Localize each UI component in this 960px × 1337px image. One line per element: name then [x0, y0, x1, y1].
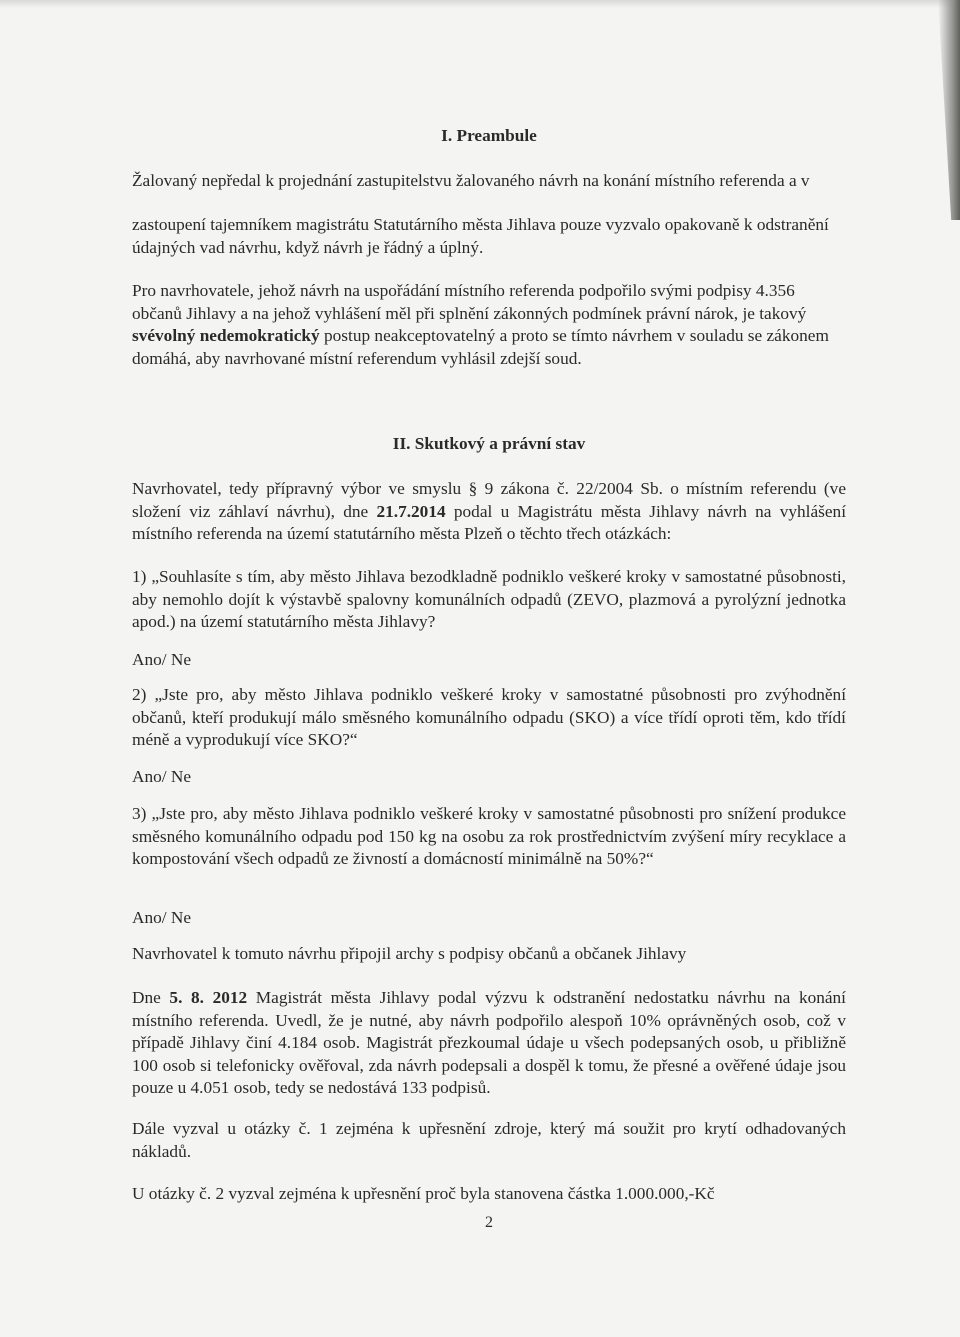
- question-2: 2) „Jste pro, aby město Jihlava podniklo veškeré kroky v samostatné působnosti pro zvýhodnění občanů, kteří produkují málo směsného komunálního odpadu (SKO) a více třídí oproti těm, kdo třídí méně a vyprodukují více SKO?“: [132, 685, 846, 749]
- preamble-heading: I. Preambule: [441, 126, 537, 145]
- paragraph-u-otazky: U otázky č. 2 vyzval zejména k upřesnění proč byla stanovena částka 1.000.000,-Kč: [132, 1184, 715, 1203]
- section-2-intro: Navrhovatel, tedy přípravný výbor ve smyslu § 9 zákona č. 22/2004 Sb. o místním referendu (ve složení viz záhlaví návrhu), dne 21.7.2014 podal u Magistrátu města Jihlavy návrh na vyhlášení místního referenda na území statutárního města Plzeň o těchto třech otázkách:: [132, 479, 846, 543]
- proposal-date: 21.7.2014: [376, 501, 446, 521]
- attachment-note: Navrhovatel k tomuto návrhu připojil archy s podpisy občanů a občanek Jihlavy: [132, 944, 687, 963]
- paragraph-dale: Dále vyzval u otázky č. 1 zejména k upřesnění zdroje, který má soužit pro krytí odhadovaných nákladů.: [132, 1119, 846, 1161]
- question-1: 1) „Souhlasíte s tím, aby město Jihlava bezodkladně podniklo veškeré kroky v samostatné působnosti, aby nemohlo dojít k výstavbě spalovny komunálních odpadů (ZEVO, plazmová a pyrolýzní jednotka apod.) na území statutárního města Jihlavy?: [132, 567, 846, 631]
- preamble-paragraph-2: Pro navrhovatele, jehož návrh na uspořádání místního referenda podpořilo svými podpisy 4.356 občanů Jihlavy a na jehož vyhlášení měl při splnění zákonných podmínek právní nárok, je takový svévolný nedemokratický postup neakceptovatelný a proto se tímto návrhem v souladu se zákonem domáhá, aby navrhované místní referendum vyhlásil zdejší soud.: [132, 281, 829, 368]
- preamble-paragraph-1-line-2: zastoupení tajemníkem magistrátu Statutárního města Jihlava pouze vyzvalo opakovaně k odstranění údajných vad návrhu, když návrh je řádný a úplný.: [132, 215, 829, 257]
- paragraph-dne: Dne 5. 8. 2012 Magistrát města Jihlavy podal výzvu k odstranění nedostatku návrhu na konání místního referenda. Uvedl, že je nutné, aby návrh podpořilo alespoň 10% oprávněných osob, což v případě Jihlavy činí 4.184 osob. Magistrát přezkoumal údaje u všech podepsaných osob, u přibližně 100 osob si telefonicky ověřoval, zda návrh podepsali a dospěl k tomu, že přesné a ověřené údaje jsou pouze u 4.051 osob, tedy se nedostává 133 podpisů.: [132, 988, 846, 1097]
- scan-edge-right: [938, 0, 960, 220]
- preamble-paragraph-1-line-1: Žalovaný nepředal k projednání zastupitelstvu žalovaného návrh na konání místního referenda a v: [132, 171, 810, 190]
- emphasis-text: svévolný nedemokratický: [132, 326, 320, 345]
- answer-2: Ano/ Ne: [132, 767, 192, 786]
- answer-3: Ano/ Ne: [132, 908, 192, 927]
- question-3: 3) „Jste pro, aby město Jihlava podniklo veškeré kroky v samostatné působnosti pro snížení produkce směsného komunálního odpadu pod 150 kg na osobu za rok prostřednictvím zvýšení míry recyklace a kompostování všech odpadů ze živností a domácností minimálně na 50%?“: [132, 804, 846, 868]
- answer-1: Ano/ Ne: [132, 650, 192, 669]
- section-2-heading: II. Skutkový a právní stav: [392, 434, 586, 453]
- scan-edge-top: [0, 0, 960, 8]
- challenge-date: 5. 8. 2012: [169, 988, 248, 1007]
- page-number: 2: [485, 1214, 493, 1231]
